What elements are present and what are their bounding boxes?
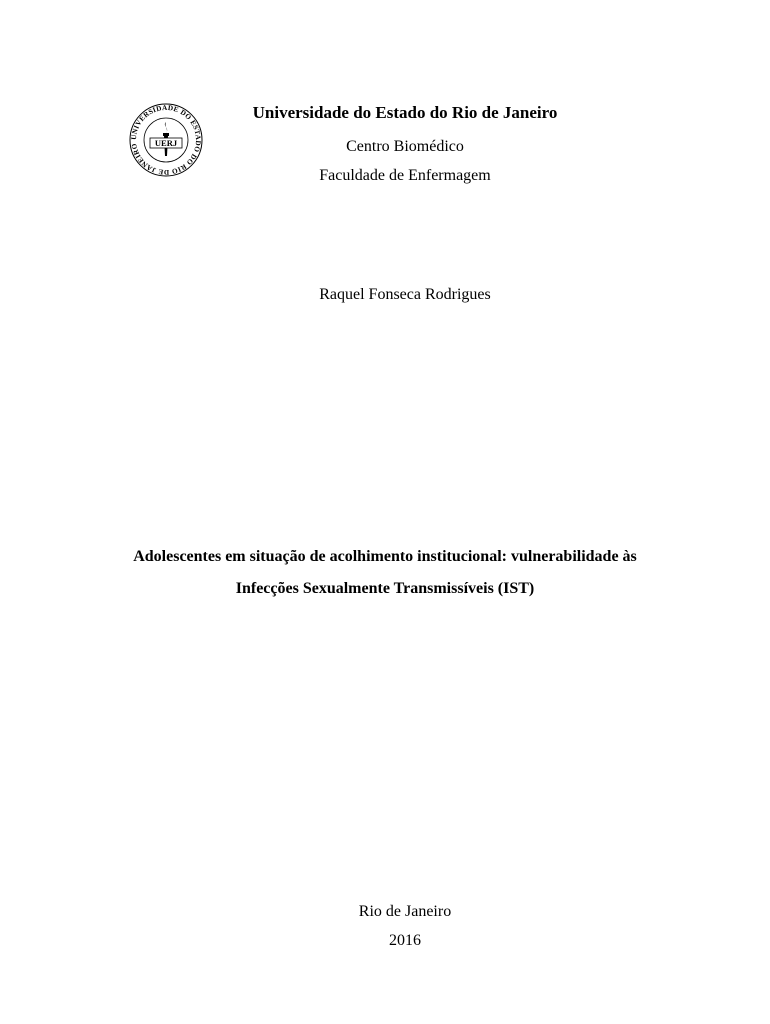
faculty-name: Faculdade de Enfermagem [319,167,491,184]
author-name: Raquel Fonseca Rodrigues [319,286,491,303]
center-name: Centro Biomédico [346,138,464,155]
city: Rio de Janeiro [358,903,452,920]
year: 2016 [389,932,421,949]
document-title-line-2: Infecções Sexualmente Transmissíveis (IST) [235,580,535,597]
university-name: Universidade do Estado do Rio de Janeiro [252,103,558,122]
document-title-line-1: Adolescentes em situação de acolhimento institucional: vulnerabilidade às [133,548,637,565]
svg-text:UERJ: UERJ [154,138,178,148]
svg-text:UNIVERSIDADE DO ESTADO DO RIO: UNIVERSIDADE DO ESTADO DO RIO DE JANEIRO [129,103,203,177]
